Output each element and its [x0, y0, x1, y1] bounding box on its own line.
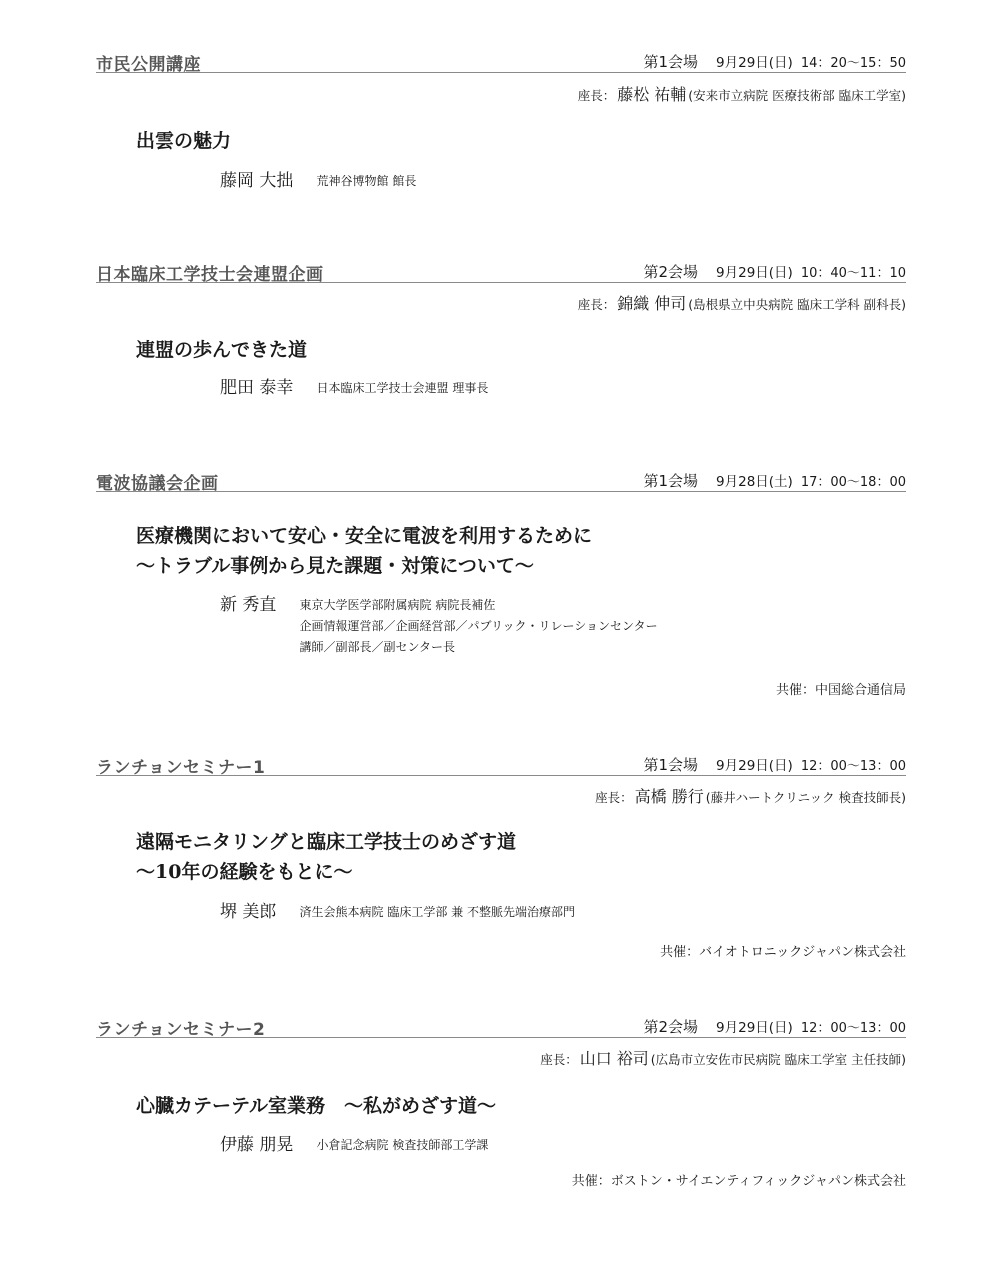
section-title: ランチョンセミナー1 [96, 758, 266, 778]
talk-title [136, 335, 307, 365]
talk-title-line: 医療機関において安心・安全に電波を利用するために [136, 525, 593, 547]
chair-name: 錦織 伸司 [617, 294, 687, 313]
chair-affiliation: (藤井ハートクリニック 検査技師長) [705, 790, 906, 805]
session-meta [643, 470, 906, 491]
time: 12：00～13：00 [800, 1021, 906, 1036]
affiliation-line: 講師／副部長／副センター長 [299, 640, 456, 654]
speaker-name: 肥田 泰幸 [220, 378, 294, 398]
section-title: ランチョンセミナー2 [96, 1020, 266, 1040]
date: 9月29日(日) [716, 1020, 793, 1036]
time: 12：00～13：00 [800, 759, 906, 774]
affiliation-line: 東京大学医学部附属病院 病院長補佐 [299, 598, 496, 612]
affiliation-line: 済生会熊本病院 臨床工学部 兼 不整脈先端治療部門 [299, 905, 575, 919]
chair-line [540, 1046, 906, 1069]
section-luncheon-seminar-2 [96, 1015, 906, 1189]
affiliation-line: 日本臨床工学技士会連盟 理事長 [316, 381, 489, 395]
section-title: 日本臨床工学技士会連盟企画 [96, 265, 324, 285]
talk-title-line: 遠隔モニタリングと臨床工学技士のめざす道 [136, 831, 517, 853]
affiliation-line: 小倉記念病院 検査技師部工学課 [316, 1138, 489, 1152]
section-title: 市民公開講座 [96, 55, 201, 75]
talk-title [136, 827, 516, 887]
chair-affiliation: (島根県立中央病院 臨床工学科 副科長) [688, 297, 906, 312]
chair-prefix: 座長： [577, 88, 616, 103]
speaker [220, 171, 416, 192]
talk-title-line: ～トラブル事例から見た課題・対策について～ [136, 555, 534, 577]
time: 14：20～15：50 [800, 56, 906, 71]
session-meta [643, 51, 906, 72]
talk-title [136, 1091, 496, 1121]
section-header [96, 50, 906, 73]
section-header [96, 260, 906, 283]
chair-name: 高橋 勝行 [634, 787, 704, 806]
speaker-affiliation [300, 902, 575, 923]
speaker [220, 595, 658, 658]
affiliation-line: 荒神谷博物館 館長 [316, 174, 417, 188]
section-public-lecture [96, 50, 906, 191]
date: 9月28日(土) [716, 474, 793, 490]
session-meta [643, 1016, 906, 1037]
speaker-name: 新 秀直 [220, 595, 277, 615]
section-header [96, 753, 906, 776]
chair-affiliation: (安来市立病院 医療技術部 臨床工学室) [688, 88, 906, 103]
venue: 第2会場 [643, 263, 699, 281]
speaker-name: 堺 美郎 [220, 902, 277, 922]
time: 10：40～11：10 [800, 266, 906, 281]
section-header [96, 1015, 906, 1038]
talk-title-line: 連盟の歩んできた道 [136, 339, 308, 361]
chair-line [595, 784, 906, 807]
chair-affiliation: (広島市立安佐市民病院 臨床工学室 主任技師) [650, 1052, 906, 1067]
session-meta [643, 754, 906, 775]
speaker-name: 藤岡 大拙 [220, 171, 294, 191]
affiliation-line: 企画情報運営部／企画経営部／パブリック・リレーションセンター [299, 619, 658, 633]
venue: 第1会場 [643, 53, 699, 71]
talk-title-line: 心臓カテーテル室業務 ～私がめざす道～ [136, 1095, 497, 1117]
date: 9月29日(日) [716, 265, 793, 281]
time: 17：00～18：00 [800, 475, 906, 490]
venue: 第1会場 [643, 756, 699, 774]
venue: 第2会場 [643, 1018, 699, 1036]
talk-title [136, 521, 592, 581]
section-federation-program [96, 260, 906, 398]
talk-title-line: 出雲の魅力 [136, 130, 232, 152]
section-header [96, 469, 906, 492]
chair-line [578, 82, 906, 105]
speaker-name: 伊藤 朋晃 [220, 1135, 294, 1155]
speaker-affiliation [317, 1135, 489, 1156]
chair-line [578, 291, 906, 314]
chair-name: 山口 裕司 [579, 1049, 649, 1068]
chair-prefix: 座長： [595, 790, 633, 805]
section-luncheon-seminar-1 [96, 753, 906, 960]
date: 9月29日(日) [716, 758, 793, 774]
talk-title [136, 126, 231, 156]
section-title: 電波協議会企画 [96, 474, 219, 494]
session-meta [643, 261, 906, 282]
cosponsor: 共催：バイオトロニックジャパン株式会社 [660, 945, 906, 960]
chair-prefix: 座長： [540, 1052, 578, 1067]
speaker-affiliation [317, 378, 489, 399]
cosponsor: 共催：中国総合通信局 [775, 683, 906, 698]
speaker [220, 378, 488, 399]
cosponsor: 共催：ボストン・サイエンティフィックジャパン株式会社 [571, 1174, 906, 1189]
section-radio-council-program [96, 469, 906, 698]
venue: 第1会場 [643, 472, 699, 490]
date: 9月29日(日) [716, 55, 793, 71]
speaker [220, 1135, 488, 1156]
speaker-affiliation [317, 171, 417, 192]
speaker [220, 902, 575, 923]
talk-title-line: ～10年の経験をもとに～ [136, 861, 353, 883]
speaker-affiliation [300, 595, 658, 658]
chair-name: 藤松 祐輔 [617, 85, 687, 104]
chair-prefix: 座長： [577, 297, 616, 312]
